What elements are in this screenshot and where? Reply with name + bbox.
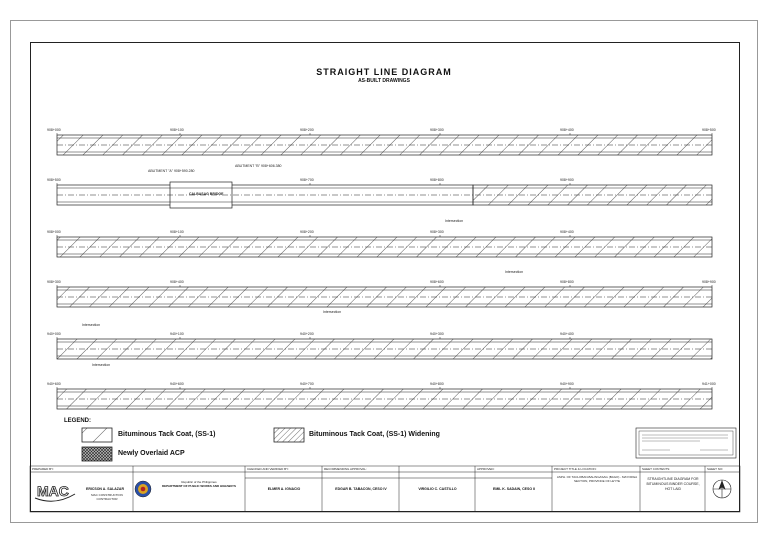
legend-swatch-tack-coat — [82, 428, 112, 442]
station-label: 940+300 — [430, 332, 444, 336]
legend-label-widening: Bituminous Tack Coat, (SS-1) Widening — [309, 431, 440, 438]
station-label: 940+100 — [170, 332, 184, 336]
project-text: ASPH. OF TACLOBAN-BALINGASAG (BAGO) - MAYORGA SECTION, PROVINCE OF LEYTE — [556, 475, 638, 483]
station-label: 940+900 — [560, 382, 574, 386]
prepared-by-label: PREPARED BY: — [32, 467, 54, 471]
station-label: 908+000 — [47, 230, 61, 234]
legend-swatch-widening — [274, 428, 304, 442]
sheet-contents-label: SHEET CONTENTS: — [642, 467, 671, 471]
svg-text:MAC: MAC — [37, 483, 69, 499]
intersection-label-4: Intersection — [82, 323, 101, 327]
legend-swatch-overlay — [82, 447, 112, 461]
intersection-label-1: Intersection — [445, 219, 464, 223]
legend-label-tack-coat: Bituminous Tack Coat, (SS-1) — [118, 431, 216, 438]
station-label: 940+700 — [300, 382, 314, 386]
station-label: 940+800 — [430, 382, 444, 386]
station-label: 908+500 — [47, 178, 61, 182]
station-label: 908+400 — [560, 230, 574, 234]
contractor-role: MAC CONSTRUCTION CONTRACTOR — [91, 493, 123, 501]
station-label: 908+800 — [430, 178, 444, 182]
contractor-logo-icon — [35, 483, 75, 501]
station-label: 908+400 — [170, 280, 184, 284]
station-label: 908+900 — [560, 178, 574, 182]
page-subtitle: AS-BUILT DRAWINGS — [358, 78, 410, 84]
recommending-name: EDGAR B. TABACON, CESO IV — [335, 487, 387, 491]
checked-name: ELMER A. IGNACIO — [267, 487, 301, 491]
abutment-a-label: ABUTMENT "A" 908+590.280 — [148, 169, 195, 173]
legend-label-overlay: Newly Overlaid ACP — [118, 450, 185, 457]
north-compass-icon — [713, 480, 731, 498]
station-label: 908+500 — [702, 128, 716, 132]
station-label: 908+800 — [560, 280, 574, 284]
station-label: 908+400 — [560, 128, 574, 132]
station-label: 908+200 — [300, 128, 314, 132]
notes-box — [636, 428, 736, 458]
checked-by-label: CHECKED AND VERIFIED BY: — [247, 467, 289, 471]
abutment-b-label: ABUTMENT "B" 908+606.380 — [235, 164, 282, 168]
dpwh-seal-icon — [135, 481, 151, 497]
station-label: 908+300 — [47, 280, 61, 284]
station-label: 908+000 — [47, 128, 61, 132]
intersection-label-2: Intersection — [505, 270, 524, 274]
station-label: 940+600 — [170, 382, 184, 386]
station-label: 940+400 — [560, 332, 574, 336]
approved-label: APPROVED: — [477, 467, 495, 471]
project-label: PROJECT TITLE & LOCATION: — [554, 467, 597, 471]
station-label: 908+100 — [170, 128, 184, 132]
intersection-label-5: Intersection — [92, 363, 111, 367]
station-label: 908+900 — [702, 280, 716, 284]
submitted-name: VIRGILIO C. CASTILLO — [418, 487, 457, 491]
station-label: 908+300 — [430, 128, 444, 132]
station-label: 940+200 — [300, 332, 314, 336]
page-title: STRAIGHT LINE DIAGRAM — [316, 67, 452, 77]
station-label: 908+100 — [170, 230, 184, 234]
intersection-label-3: Intersection — [323, 310, 342, 314]
station-label: 940+600 — [47, 382, 61, 386]
station-label: 941+000 — [702, 382, 716, 386]
sheet-no-label: SHEET NO: — [707, 467, 724, 471]
bridge-name-label: CALBASAG BRIDGE — [189, 192, 224, 196]
agency-name: DEPARTMENT OF PUBLIC WORKS AND HIGHWAYS — [161, 484, 237, 488]
station-label: 908+200 — [300, 230, 314, 234]
station-label: 908+300 — [430, 230, 444, 234]
contractor-name: ERICSON A. SALAZAR — [86, 487, 124, 491]
station-label: 908+600 — [430, 280, 444, 284]
recommending-label: RECOMMENDING APPROVAL: — [324, 467, 367, 471]
legend-heading: LEGEND: — [64, 418, 91, 424]
agency-sub: Republic of the Philippines — [181, 480, 217, 484]
approved-name: EMIL K. SADAIN, CESO II — [493, 487, 535, 491]
station-label: 940+000 — [47, 332, 61, 336]
station-label: 908+700 — [300, 178, 314, 182]
sheet-contents-text: STRAIGHTLINE DIAGRAM FOR BITUMINOUS BINDER COURSE, HOT LAID — [646, 477, 700, 491]
